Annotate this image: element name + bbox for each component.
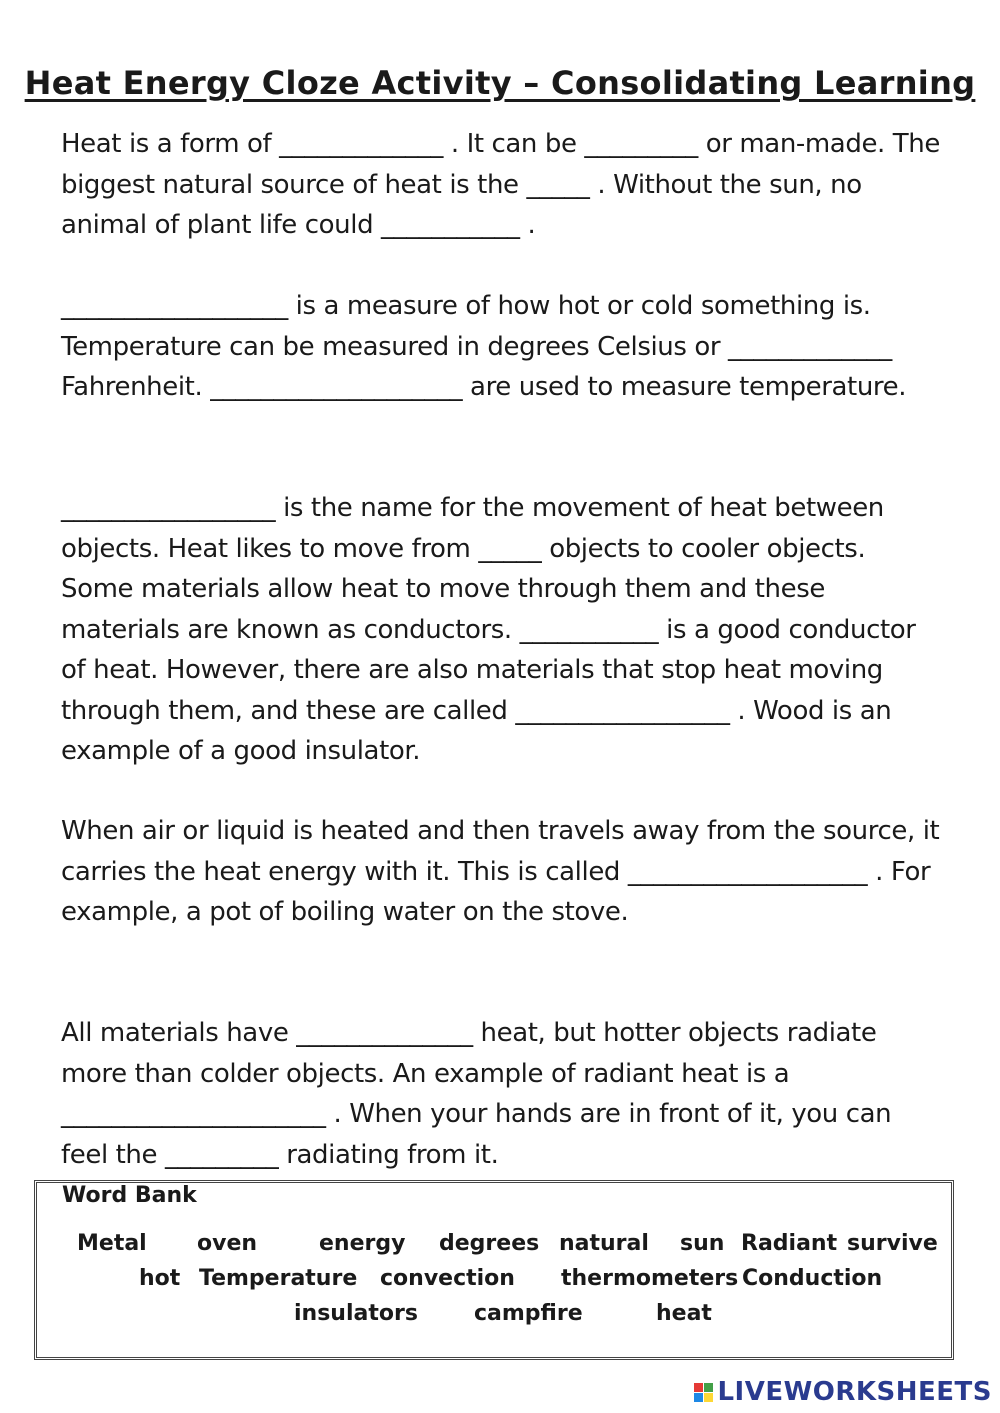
liveworksheets-logo-icon [694, 1383, 713, 1402]
word-bank-item: natural [559, 1231, 649, 1256]
word-bank-item: hot [139, 1266, 181, 1291]
word-bank-item: Metal [77, 1231, 147, 1256]
word-bank-title: Word Bank [62, 1183, 197, 1208]
paragraph-conduction: _________________ is the name for the movement of heat between objects. Heat likes to move from _____ objects to cooler objects. Some materials allow heat to move through them and these materials are known as conductors. ___________ is a good conductor of heat. However, there are also materials that stop heat moving through them, and these are called _________________ . Wood is an example of a good insulator. [61, 493, 916, 766]
word-bank-item: oven [197, 1231, 258, 1256]
page-title: Heat Energy Cloze Activity – Consolidating Learning [24, 64, 976, 102]
word-bank-item: Radiant [741, 1231, 838, 1256]
word-bank-item: energy [319, 1231, 406, 1256]
paragraph-convection: When air or liquid is heated and then travels away from the source, it carries the heat energy with it. This is called ___________________ . For example, a pot of boiling water on the stove. [61, 816, 940, 927]
paragraph-temperature: __________________ is a measure of how hot or cold something is. Temperature can be measured in degrees Celsius or _____________ Fahrenheit. ____________________ are used to measure temperature. [61, 291, 907, 402]
paragraph-heat-energy: Heat is a form of _____________ . It can be _________ or man-made. The biggest natural source of heat is the _____ . Without the sun, no animal of plant life could ___________ . [61, 129, 940, 240]
word-bank-item: convection [380, 1266, 515, 1291]
word-bank [34, 1180, 954, 1360]
word-bank-item: insulators [294, 1301, 418, 1326]
brand-name: LIVEWORKSHEETS [717, 1377, 992, 1407]
word-bank-item: sun [680, 1231, 725, 1256]
word-bank-item: campfire [474, 1301, 583, 1326]
word-bank-item: degrees [439, 1231, 540, 1256]
word-bank-item: survive [847, 1231, 938, 1256]
word-bank-item: Conduction [742, 1266, 883, 1291]
word-bank-item: thermometers [561, 1266, 739, 1291]
paragraph-radiation: All materials have ______________ heat, but hotter objects radiate more than colder objects. An example of radiant heat is a _____________________ . When your hands are in front of it, you can feel the _________ radiating from it. [61, 1018, 892, 1170]
liveworksheets-brand [694, 1377, 992, 1407]
word-bank-item: heat [656, 1301, 712, 1326]
word-bank-item: Temperature [199, 1266, 358, 1291]
